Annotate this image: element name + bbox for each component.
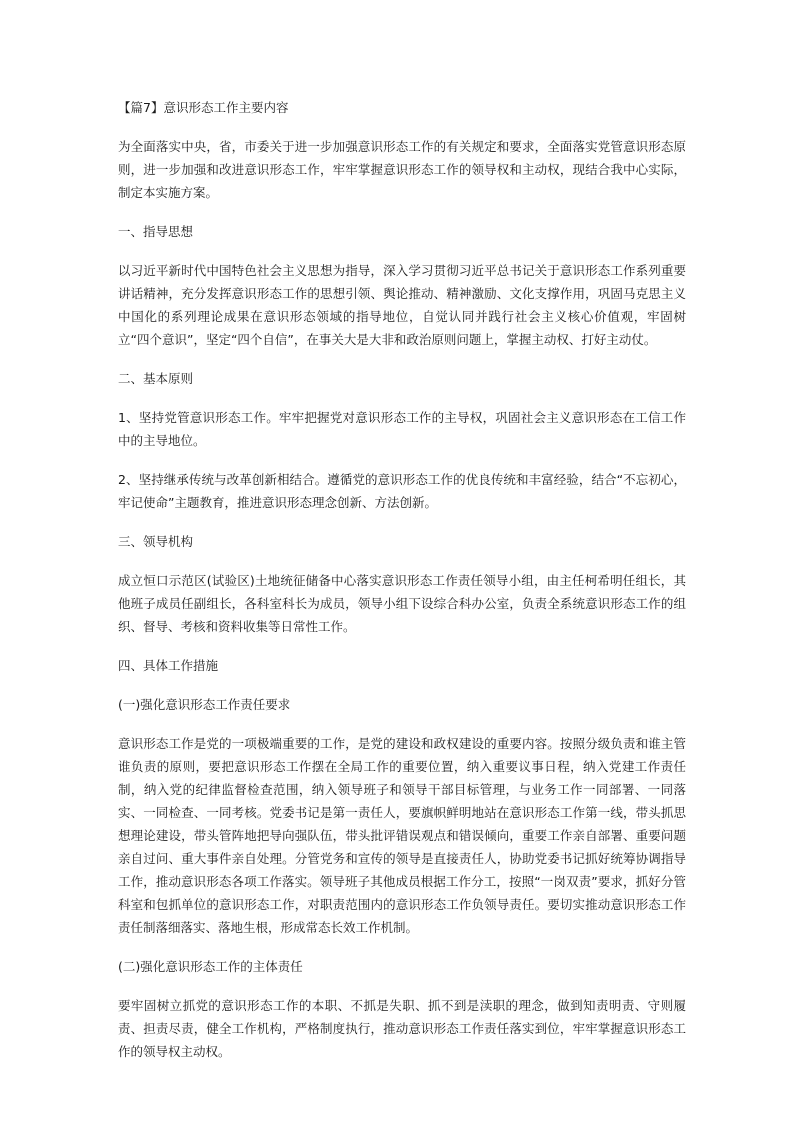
document-title: 【篇7】意识形态工作主要内容 — [118, 100, 289, 115]
principle-2-paragraph: 2、坚持继承传统与改革创新相结合。遵循党的意识形态工作的优良传统和丰富经验，结合“不忘初心，牢记使命”主题教育，推进意识形态理念创新、方法创新。 — [118, 472, 686, 510]
section-heading-measures: 四、具体工作措施 — [118, 658, 219, 673]
guiding-ideology-paragraph: 以习近平新时代中国特色社会主义思想为指导，深入学习贯彻习近平总书记关于意识形态工作系列重要讲话精神，充分发挥意识形态工作的思想引领、舆论推动、精神激励、文化支撑作用，巩固马克思主义中国化的系列理论成果在意识形态领域的指导地位，自觉认同并践行社会主义核心价值观，牢固树立“四个意识”，坚定“四个自信”，在事关大是大非和政治原则问题上，掌握主动权、打好主动仗。 — [118, 263, 686, 347]
document-page — [118, 96, 686, 1079]
section-heading-basic-principles: 二、基本原则 — [118, 371, 194, 386]
leadership-paragraph: 成立恒口示范区(试验区)土地统征储备中心落实意识形态工作责任领导小组，由主任柯希明任组长，其他班子成员任副组长，各科室科长为成员，领导小组下设综合科办公室，负责全系统意识形态工作的组织、督导、考核和资料收集等日常性工作。 — [118, 573, 686, 634]
measure-2-paragraph: 要牢固树立抓党的意识形态工作的本职、不抓是失职、抓不到是渎职的理念，做到知责明责、守则履责、担责尽责，健全工作机构，严格制度执行，推动意识形态工作责任落实到位，牢牢掌握意识形态工作的领导权主动权。 — [118, 998, 686, 1059]
principle-1-paragraph: 1、坚持党管意识形态工作。牢牢把握党对意识形态工作的主导权，巩固社会主义意识形态在工信工作中的主导地位。 — [118, 410, 686, 448]
measure-1-paragraph: 意识形态工作是党的一项极端重要的工作，是党的建设和政权建设的重要内容。按照分级负责和谁主管谁负责的原则，要把意识形态工作摆在全局工作的重要位置，纳入重要议事日程，纳入党建工作责任制，纳入党的纪律监督检查范围，纳入领导班子和领导干部目标管理，与业务工作一同部署、一同落实、一同检查、一同考核。党委书记是第一责任人，要旗帜鲜明地站在意识形态工作第一线，带头抓思想理论建设，带头管阵地把导向强队伍，带头批评错误观点和错误倾向，重要工作亲自部署、重要问题亲自过问、重大事件亲自处理。分管党务和宣传的领导是直接责任人，协助党委书记抓好统筹协调指导工作，推动意识形态各项工作落实。领导班子其他成员根据工作分工，按照“一岗双责”要求，抓好分管科室和包抓单位的意识形态工作，对职责范围内的意识形态工作负领导责任。要切实推动意识形态工作责任制落细落实、落地生根，形成常态长效工作机制。 — [118, 736, 686, 935]
measure-1-heading: (一)强化意识形态工作责任要求 — [118, 697, 291, 712]
section-heading-leadership: 三、领导机构 — [118, 534, 194, 549]
intro-paragraph: 为全面落实中央，省，市委关于进一步加强意识形态工作的有关规定和要求，全面落实党管意识形态原则，进一步加强和改进意识形态工作，牢牢掌握意识形态工作的领导权和主动权，现结合我中心实际，制定本实施方案。 — [118, 139, 686, 200]
measure-2-heading: (二)强化意识形态工作的主体责任 — [118, 959, 303, 974]
section-heading-guiding-ideology: 一、指导思想 — [118, 224, 194, 239]
